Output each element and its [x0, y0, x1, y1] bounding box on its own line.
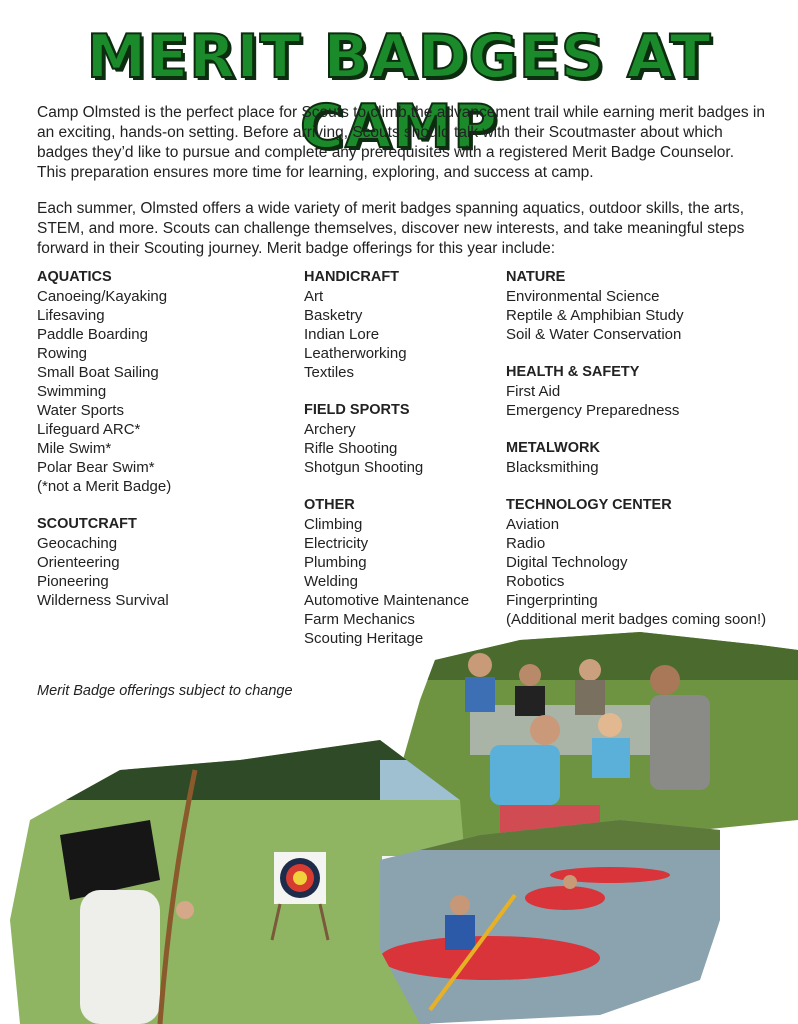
badge-item: Blacksmithing [506, 459, 599, 476]
badge-item: Lifeguard ARC* [37, 421, 141, 438]
badge-item: Shotgun Shooting [304, 459, 424, 476]
section-heading: AQUATICS [37, 269, 112, 285]
badge-item: Environmental Science [506, 288, 660, 305]
badge-section [506, 496, 766, 629]
badge-section [506, 363, 766, 420]
badge-item: Art [304, 288, 324, 305]
badge-item: Climbing [304, 516, 363, 533]
badge-item: Reptile & Amphibian Study [506, 307, 684, 324]
intro-paragraph-1: Camp Olmsted is the perfect place for Scouts to climb the advancement trail while earning merit badges in an exciting, hands-on setting. Before arriving, Scouts should talk with their Scoutmaster about which badges they’d like to pursue and complete any prerequisites with a registered Merit Badge Counselor. This preparation ensures more time for learning, exploring, and success at camp. [37, 104, 765, 181]
badge-column-2 [304, 268, 469, 667]
badge-item: Wilderness Survival [37, 592, 169, 609]
badge-item: Leatherworking [304, 345, 407, 362]
badge-item: Farm Mechanics [304, 611, 415, 628]
badge-section [37, 515, 171, 610]
badge-item: Digital Technology [506, 554, 628, 571]
badge-item: Mile Swim* [37, 440, 112, 457]
badge-item: Polar Bear Swim* [37, 459, 155, 476]
badge-item: Textiles [304, 364, 355, 381]
badge-item: Orienteering [37, 554, 120, 571]
badge-section [304, 401, 469, 477]
badge-item: First Aid [506, 383, 561, 400]
badge-item: Indian Lore [304, 326, 380, 343]
badge-item: Soil & Water Conservation [506, 326, 682, 343]
section-heading: FIELD SPORTS [304, 402, 410, 418]
section-heading: HANDICRAFT [304, 269, 400, 285]
section-heading: METALWORK [506, 440, 600, 456]
badge-item: Water Sports [37, 402, 124, 419]
section-heading: TECHNOLOGY CENTER [506, 497, 672, 513]
section-heading: HEALTH & SAFETY [506, 364, 640, 380]
badge-item: Lifesaving [37, 307, 105, 324]
badge-section [37, 268, 171, 496]
section-heading: NATURE [506, 269, 566, 285]
badge-item: Basketry [304, 307, 363, 324]
badge-item: Fingerprinting [506, 592, 598, 609]
intro-paragraph-2: Each summer, Olmsted offers a wide variety of merit badges spanning aquatics, outdoor skills, the arts, STEM, and more. Scouts can challenge themselves, discover new interests, and take meaningful steps forward in their Scouting journey. Merit badge offerings for this year include: [37, 200, 745, 257]
badge-item: Automotive Maintenance [304, 592, 470, 609]
badge-item: Welding [304, 573, 358, 590]
camp-photo-collage [0, 620, 798, 1024]
badge-item: Robotics [506, 573, 565, 590]
badge-item: Small Boat Sailing [37, 364, 159, 381]
badge-item: Rowing [37, 345, 88, 362]
badge-item: Emergency Preparedness [506, 402, 680, 419]
badge-section [506, 268, 766, 344]
badge-item: Geocaching [37, 535, 118, 552]
page-title: MERIT BADGES AT CAMP [86, 22, 712, 162]
badge-item: Swimming [37, 383, 107, 400]
badge-section [506, 439, 766, 477]
badge-item: Aviation [506, 516, 560, 533]
badge-item: (*not a Merit Badge) [37, 478, 172, 495]
badge-column-3 [506, 268, 766, 648]
section-heading: SCOUTCRAFT [37, 516, 137, 532]
badge-item: Scouting Heritage [304, 630, 424, 647]
badge-item: Archery [304, 421, 356, 438]
badge-item: Electricity [304, 535, 369, 552]
badge-item: Radio [506, 535, 546, 552]
badge-item: Canoeing/Kayaking [37, 288, 168, 305]
badge-item: (Additional merit badges coming soon!) [506, 611, 767, 628]
badge-item: Plumbing [304, 554, 367, 571]
badge-item: Rifle Shooting [304, 440, 398, 457]
section-heading: OTHER [304, 497, 355, 513]
badge-item: Pioneering [37, 573, 109, 590]
badge-section [304, 268, 469, 382]
offerings-note: Merit Badge offerings subject to change [37, 683, 293, 699]
badge-item: Paddle Boarding [37, 326, 148, 343]
badge-column-1 [37, 268, 171, 629]
